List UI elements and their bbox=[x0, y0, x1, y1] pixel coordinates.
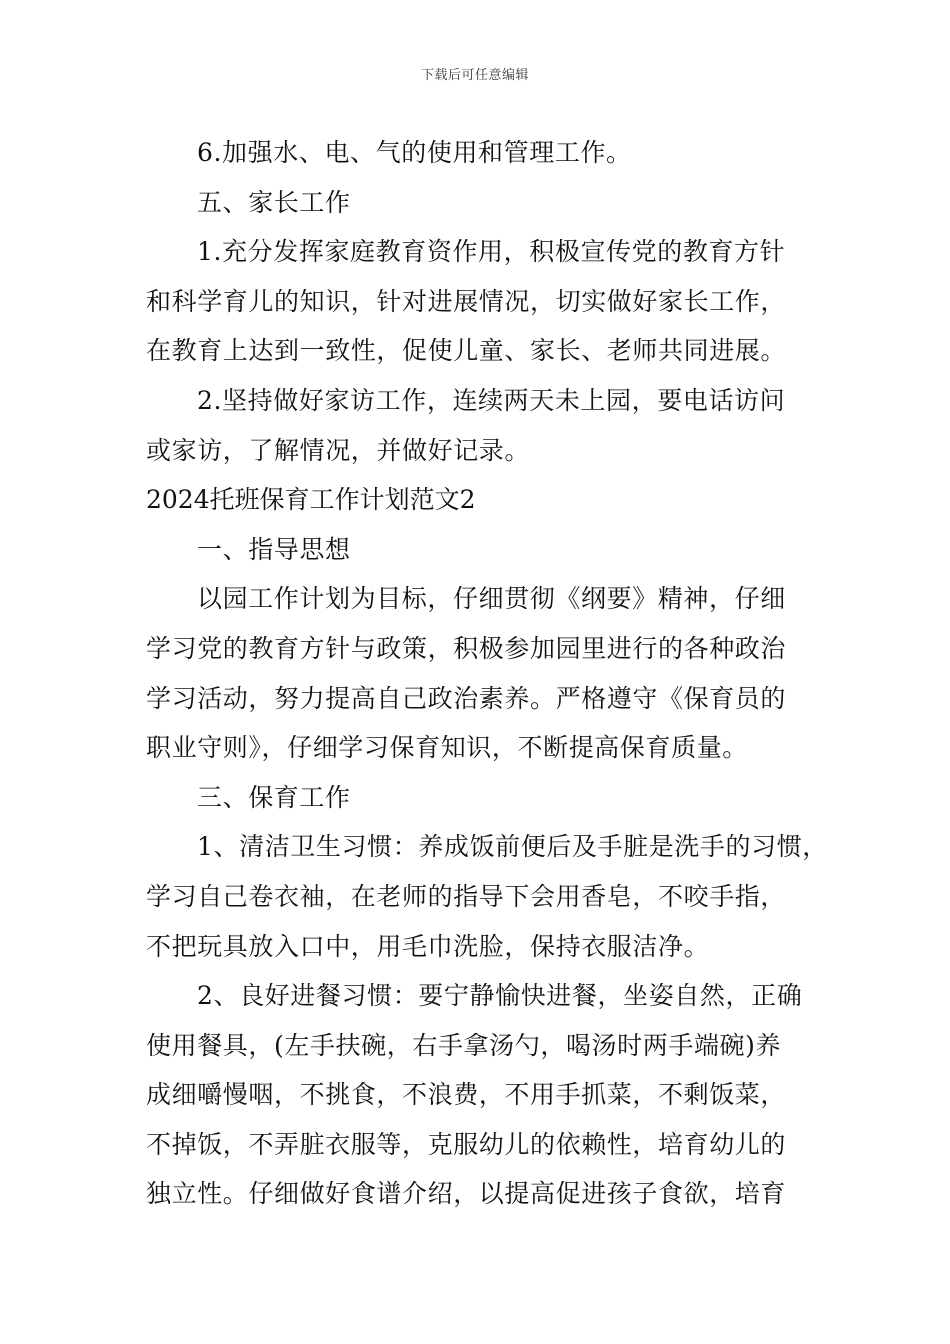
paragraph-line: 1.充分发挥家庭教育资作用，积极宣传党的教育方针 bbox=[197, 237, 786, 267]
paragraph-line: 学习自己卷衣袖，在老师的指导下会用香皂，不咬手指， bbox=[146, 881, 787, 911]
page-header: 下载后可任意编辑 bbox=[420, 68, 529, 83]
paragraph-line: 以园工作计划为目标，仔细贯彻《纲要》精神，仔细 bbox=[197, 584, 786, 614]
section-heading-guiding-thought: 一、指导思想 bbox=[197, 534, 351, 564]
paragraph-line: 2、良好进餐习惯：要宁静愉快进餐，坐姿自然，正确 bbox=[197, 981, 803, 1011]
paragraph-line: 1、清洁卫生习惯：养成饭前便后及手脏是洗手的习惯， bbox=[197, 832, 828, 862]
paragraph-line: 不把玩具放入口中，用毛巾洗脸，保持衣服洁净。 bbox=[146, 931, 710, 961]
paragraph-line: 成细嚼慢咽，不挑食，不浪费，不用手抓菜，不剩饭菜， bbox=[146, 1080, 787, 1110]
document-title-2024-plan: 2024托班保育工作计划范文2 bbox=[146, 485, 476, 515]
paragraph-line: 学习活动，努力提高自己政治素养。严格遵守《保育员的 bbox=[146, 683, 787, 713]
section-heading-parent-work: 五、家长工作 bbox=[197, 187, 351, 217]
paragraph-line: 不掉饭，不弄脏衣服等，克服幼儿的依赖性，培育幼儿的 bbox=[146, 1129, 787, 1159]
paragraph-line: 使用餐具，(左手扶碗，右手拿汤勺，喝汤时两手端碗)养 bbox=[146, 1030, 782, 1060]
paragraph-line: 职业守则》，仔细学习保育知识，不断提高保育质量。 bbox=[146, 733, 748, 763]
paragraph-line: 或家访，了解情况，并做好记录。 bbox=[146, 435, 531, 465]
paragraph-line: 6.加强水、电、气的使用和管理工作。 bbox=[197, 138, 632, 167]
paragraph-line: 和科学育儿的知识，针对进展情况，切实做好家长工作， bbox=[146, 286, 787, 316]
document-body bbox=[146, 128, 828, 1219]
paragraph-line: 独立性。仔细做好食谱介绍，以提高促进孩子食欲，培育 bbox=[146, 1179, 787, 1209]
paragraph-line: 2.坚持做好家访工作，连续两天未上园，要电话访问 bbox=[197, 385, 786, 415]
paragraph-line: 在教育上达到一致性，促使儿童、家长、老师共同进展。 bbox=[146, 336, 787, 366]
paragraph-line: 学习党的教育方针与政策，积极参加园里进行的各种政治 bbox=[146, 633, 787, 663]
section-heading-care-work: 三、保育工作 bbox=[197, 782, 351, 812]
